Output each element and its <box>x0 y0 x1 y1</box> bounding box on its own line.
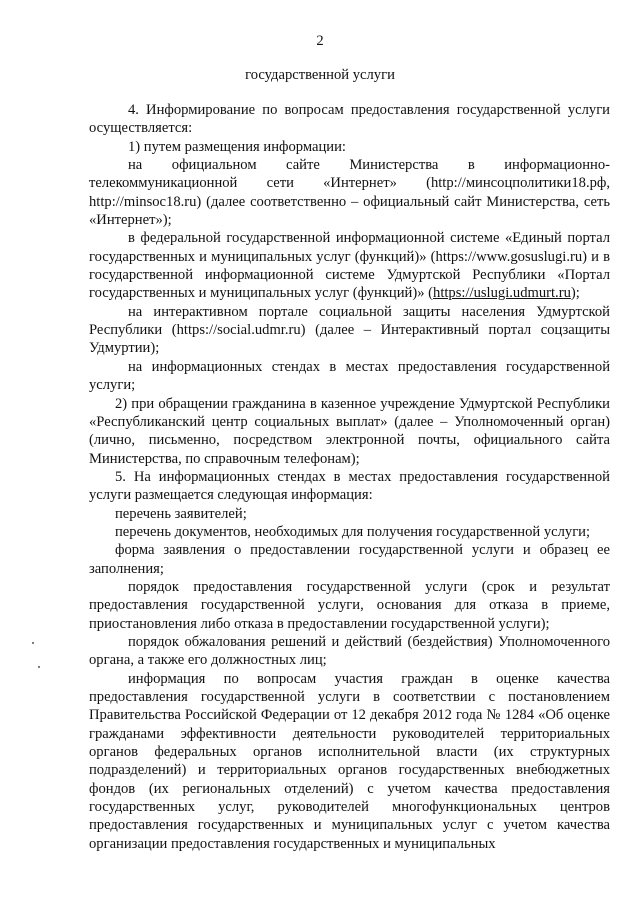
paragraph-official-site: на официальном сайте Министерства в информационно-телекоммуникационной сети «Интернет» (http://минсоцполитики18.рф, http://minsoc18.ru) (далее соответственно – официальный сайт Министерства, сеть «Интернет»); <box>89 157 610 229</box>
list-item-applicants: перечень заявителей; <box>115 505 247 522</box>
paragraph-gosuslugi-text: в федеральной государственной информационной системе «Единый портал государственных и муниципальных услуг (функций)» (https://www.gosuslugi.ru) и в государственной информационной системе Удмуртской Республики «Портал государственных и муниципальных услуг (функций)» ( <box>89 230 610 302</box>
scan-speck <box>38 666 40 668</box>
list-item-procedure: порядок предоставления государственной услуги (срок и результат предоставления государственной услуги, основания для отказа в приеме, приостановления либо отказа в предоставлении государственной услуги); <box>89 578 610 632</box>
continued-section-title: государственной услуги <box>245 67 395 83</box>
list-item-application-form: форма заявления о предоставлении государственной услуги и образец ее заполнения; <box>89 542 610 577</box>
page-number: 2 <box>316 33 324 49</box>
scan-speck <box>32 642 34 644</box>
list-item-documents: перечень документов, необходимых для получения государственной услуги; <box>115 523 591 540</box>
portal-link[interactable]: https://uslugi.udmurt.ru <box>433 285 571 302</box>
paragraph-gosuslugi-tail: ); <box>570 285 580 302</box>
paragraph-item-4: 4. Информирование по вопросам предоставления государственной услуги осуществляется: <box>89 102 610 137</box>
document-body <box>89 101 610 853</box>
paragraph-info-stands: на информационных стендах в местах предоставления государственной услуги; <box>89 358 610 394</box>
paragraph-subitem-1: 1) путем размещения информации: <box>128 138 346 155</box>
paragraph-subitem-2: 2) при обращении гражданина в казенное учреждение Удмуртской Республики «Республиканский центр социальных выплат» (далее – Уполномоченный орган) (лично, письменно, посредством электронной почты, официального сайта Министерства, по справочным телефонам); <box>89 395 610 467</box>
paragraph-interactive-portal: на интерактивном портале социальной защиты населения Удмуртской Республики (https://social.udmr.ru) (далее – Интерактивный портал соцзащиты Удмуртии); <box>89 303 610 357</box>
list-item-quality-assessment: информация по вопросам участия граждан в оценке качества предоставления государственной услуги в соответствии с постановлением Правительства Российской Федерации от 12 декабря 2012 года № 1284 «Об оценке гражданами эффективности деятельности руководителей территориальных органов федеральных органов исполнительной власти (их структурных подразделений) и территориальных органов государственных внебюджетных фондов (их региональных отделений) с учетом качества предоставления государственных услуг, руководителей многофункциональных центров предоставления государственных и муниципальных услуг с учетом качества организации предоставления государственных и муниципальных <box>89 670 610 852</box>
paragraph-gosuslugi-portal <box>89 229 610 302</box>
paragraph-item-5: 5. На информационных стендах в местах предоставления государственной услуги размещается следующая информация: <box>89 468 610 504</box>
list-item-appeal: порядок обжалования решений и действий (бездействия) Уполномоченного органа, а также его должностных лиц; <box>89 633 610 669</box>
